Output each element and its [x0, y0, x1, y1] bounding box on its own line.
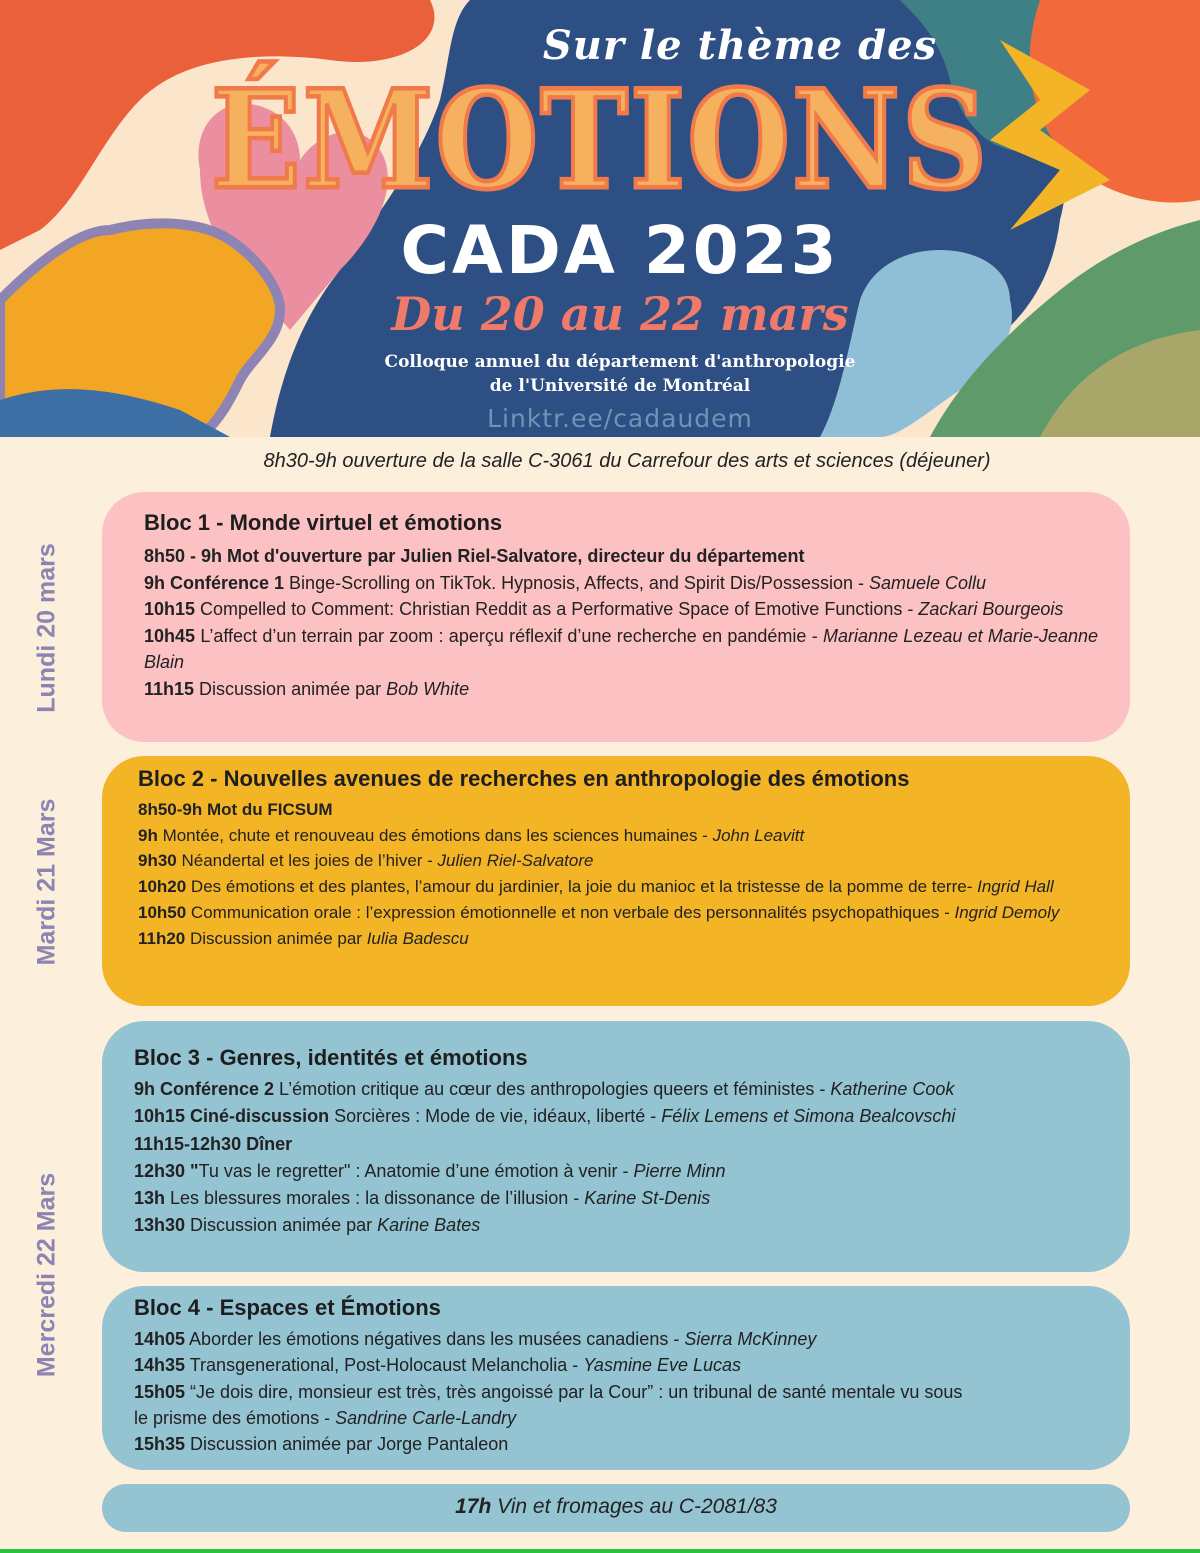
item-time: 14h35 — [134, 1355, 186, 1376]
item-text: Discussion animée par Jorge Pantaleon — [185, 1434, 509, 1455]
bloc-4-card — [102, 1286, 1130, 1470]
item-time: 10h45 — [144, 625, 196, 646]
program-item — [144, 676, 1098, 703]
item-time: 9h Conférence 1 — [144, 572, 285, 593]
bloc-1-card — [102, 492, 1130, 742]
item-time: 13h — [134, 1188, 166, 1209]
item-author: Katherine Cook — [830, 1079, 955, 1099]
item-author: Ingrid Demoly — [954, 902, 1060, 922]
item-author: Yasmine Eve Lucas — [583, 1355, 742, 1376]
banner-info-line-2: de l'Université de Montréal — [489, 376, 751, 396]
program-item — [138, 900, 1090, 926]
item-time: 10h50 — [138, 902, 187, 922]
program-item — [134, 1326, 1090, 1352]
item-time: 9h Conférence 2 — [134, 1079, 275, 1099]
item-author: Pierre Minn — [633, 1160, 726, 1181]
item-time: 9h — [138, 825, 158, 845]
banner-subtitle: Sur le thème des — [542, 22, 938, 69]
item-time: 9h30 — [138, 851, 177, 871]
bloc-3-card — [102, 1021, 1130, 1272]
item-time: 10h15 — [144, 599, 196, 619]
item-time: 10h20 — [138, 877, 187, 897]
program-item — [138, 874, 1090, 900]
program-item — [138, 926, 1090, 952]
banner-link[interactable]: Linktr.ee/cadaudem — [487, 404, 753, 433]
item-author: Félix Lemens et Simona Bealcovschi — [661, 1106, 956, 1127]
item-author: Karine Bates — [377, 1215, 481, 1236]
bloc-title: Bloc 2 - Nouvelles avenues de recherches en anthropologie des émotions — [138, 766, 910, 791]
item-text: Néandertal et les joies de l’hiver - — [176, 851, 438, 871]
banner-title: ÉMOTIONS — [210, 59, 990, 220]
closing-text: Vin et fromages au C-2081/83 — [491, 1495, 777, 1518]
program-item — [134, 1076, 1090, 1103]
item-author: Julien Riel-Salvatore — [437, 851, 594, 871]
day-label-wednesday: Mercredi 22 Mars — [32, 1172, 61, 1378]
item-author: Zackari Bourgeois — [918, 599, 1064, 619]
item-author: Samuele Collu — [868, 572, 987, 593]
program-item — [138, 848, 1090, 874]
item-text: Transgenerational, Post-Holocaust Melancholia - — [185, 1355, 584, 1376]
opening-note: 8h30-9h ouverture de la salle C-3061 du Carrefour des arts et sciences (déjeuner) — [263, 450, 991, 472]
program-item — [144, 570, 1098, 597]
bottom-divider — [0, 1549, 1200, 1553]
banner-info — [20, 350, 1200, 398]
item-author: John Leavitt — [712, 825, 805, 845]
item-text: Sorcières : Mode de vie, idéaux, liberté - — [329, 1106, 662, 1127]
item-author: Marianne Lezeau et Marie-Jeanne Blain — [144, 625, 1098, 672]
program-item — [134, 1352, 1090, 1378]
header-banner — [0, 0, 1200, 437]
program-item — [138, 823, 1090, 849]
day-label-tuesday: Mardi 21 Mars — [32, 798, 61, 966]
item-text: Binge-Scrolling on TikTok. Hypnosis, Affects, and Spirit Dis/Possession - — [284, 572, 869, 593]
item-time: 11h20 — [138, 928, 186, 948]
item-time: 12h30 " — [134, 1160, 199, 1181]
item-text: Discussion animée par — [185, 928, 367, 948]
item-time: 15h35 — [134, 1434, 186, 1455]
program-item — [134, 1103, 1090, 1130]
item-text: Les blessures morales : la dissonance de l’illusion - — [165, 1188, 585, 1209]
item-text: Montée, chute et renouveau des émotions dans les sciences humaines - — [157, 825, 713, 845]
item-author: Sierra McKinney — [684, 1329, 817, 1349]
item-author: Sandrine Carle-Landry — [335, 1407, 517, 1428]
program-item — [134, 1185, 1090, 1212]
closing-event — [102, 1484, 1130, 1532]
program-item — [134, 1379, 1090, 1432]
banner-event-name: CADA 2023 — [400, 212, 840, 289]
item-time: 15h05 — [134, 1381, 186, 1402]
item-text: “Je dois dire, monsieur est très, très angoissé par la Cour” : un tribunal de santé mentale vu sous le prisme des émotions - — [134, 1381, 963, 1428]
item-time: 10h15 Ciné-discussion — [134, 1106, 330, 1127]
item-time: 13h30 — [134, 1215, 186, 1236]
item-text: Discussion animée par — [185, 1215, 378, 1236]
program-item — [134, 1131, 1090, 1158]
item-text: L’émotion critique au cœur des anthropologies queers et féministes - — [274, 1079, 831, 1099]
item-author: Karine St-Denis — [584, 1188, 711, 1209]
day-label-monday: Lundi 20 mars — [32, 543, 61, 713]
item-text: Tu vas le regretter" : Anatomie d’une émotion à venir - — [198, 1160, 634, 1181]
item-text: Discussion animée par — [194, 678, 387, 699]
bloc-title: Bloc 1 - Monde virtuel et émotions — [144, 510, 503, 535]
item-text: Aborder les émotions négatives dans les musées canadiens - — [185, 1329, 685, 1349]
item-time: 11h15-12h30 Dîner — [134, 1133, 293, 1154]
banner-dates: Du 20 au 22 mars — [391, 287, 849, 341]
program-item — [144, 596, 1098, 623]
banner-info-line-1: Colloque annuel du département d'anthropologie — [384, 352, 856, 372]
item-text: L’affect d’un terrain par zoom : aperçu réflexif d’une recherche en pandémie - — [195, 625, 823, 646]
item-text: Compelled to Comment: Christian Reddit as a Performative Space of Emotive Functions - — [195, 599, 919, 619]
program-item — [134, 1212, 1090, 1239]
bloc-2-card — [102, 756, 1130, 1006]
item-time: 8h50-9h Mot du FICSUM — [138, 800, 333, 819]
bloc-title: Bloc 4 - Espaces et Émotions — [134, 1295, 441, 1320]
program-item — [138, 797, 1090, 823]
bloc-title: Bloc 3 - Genres, identités et émotions — [134, 1045, 528, 1070]
item-text: Des émotions et des plantes, l’amour du jardinier, la joie du manioc et la tristesse de la pomme de terre- — [186, 877, 978, 897]
item-author: Iulia Badescu — [366, 928, 469, 948]
program-item — [144, 623, 1098, 676]
program-item — [144, 543, 1098, 570]
item-time: 11h15 — [144, 678, 195, 699]
closing-time: 17h — [455, 1495, 492, 1518]
item-text: Communication orale : l’expression émotionnelle et non verbale des personnalités psychopathiques - — [186, 902, 955, 922]
item-time: 8h50 - 9h Mot d'ouverture par Julien Riel-Salvatore, directeur du département — [144, 546, 805, 566]
item-time: 14h05 — [134, 1329, 186, 1349]
item-author: Bob White — [386, 678, 470, 699]
program-item — [134, 1431, 1090, 1457]
item-author: Ingrid Hall — [977, 877, 1054, 897]
program-item — [134, 1158, 1090, 1185]
